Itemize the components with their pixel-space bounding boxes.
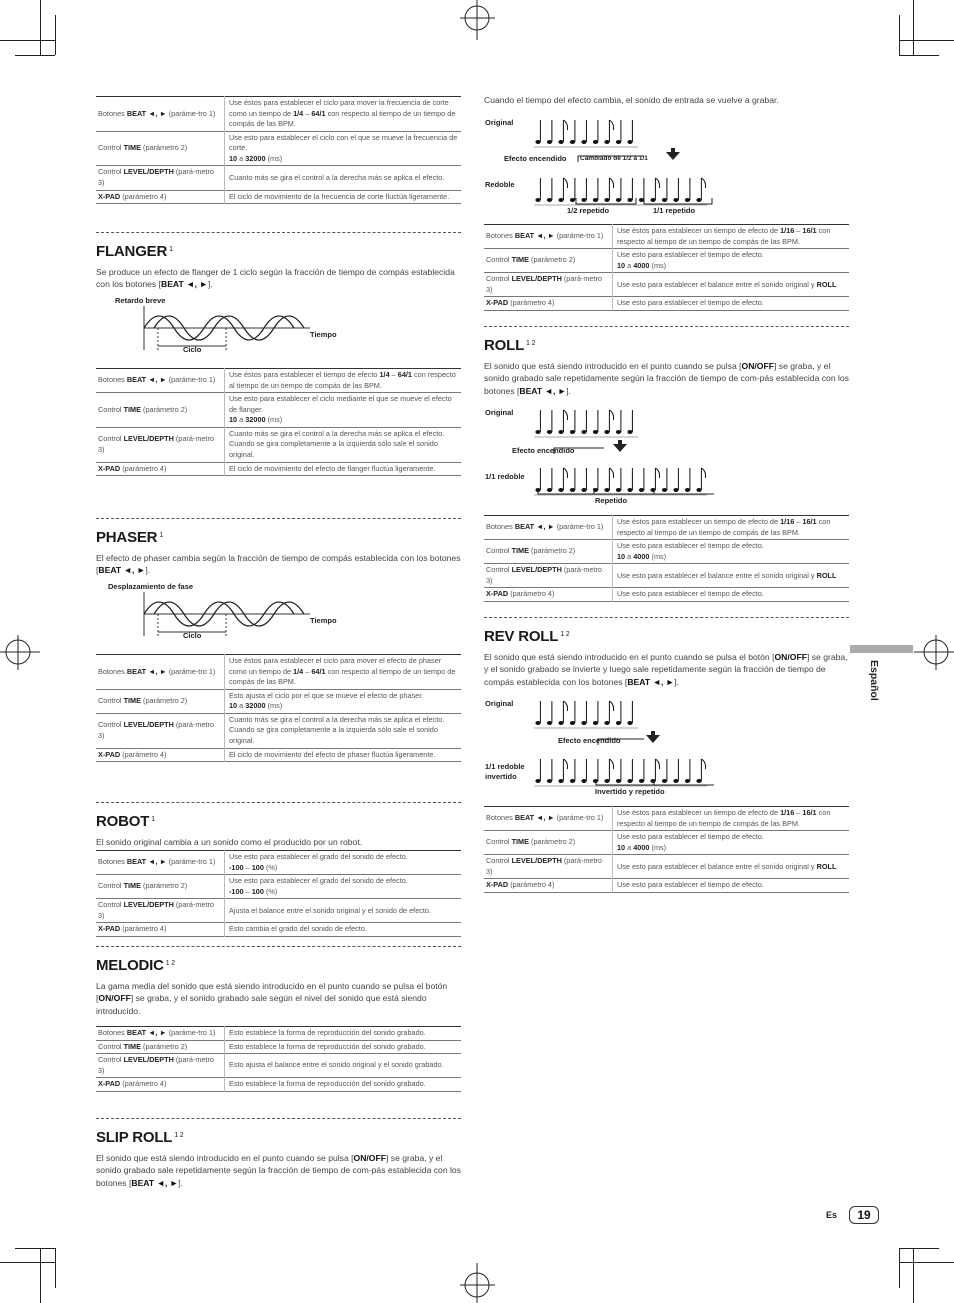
note-icon (547, 701, 552, 725)
section-description: El sonido que está siendo introducido en el punto cuando se pulsa [ON/OFF] se graba, y el sonido grabado sale repetidamente según la fracción de tiempo de com-pás establecida con los botones [BEAT ◄, ►]. (96, 1153, 461, 1188)
note-icon (604, 410, 613, 434)
roll-note-figure: Original Efecto encendido 1/1 redoble Repetido (484, 402, 849, 510)
rev-roll-parameter-table (484, 806, 849, 893)
section-divider (484, 617, 849, 618)
note-icon (627, 120, 632, 144)
section-title: FLANGER $^1$ (96, 243, 173, 260)
melodic-parameter-table (96, 1026, 461, 1092)
melodic-section (96, 946, 461, 1021)
note-icon (581, 410, 586, 434)
table-row: Control TIME (parámetro 2) Use esto para establecer el ciclo mediante el que se mueve el efecto de flanger. 10 a 32000 (ms) (96, 393, 461, 428)
table-row: Botones BEAT ◄, ► (paráme-tro 1) Use éstos para establecer el tiempo de efecto 1/4 – 64/1 con respecto al tiempo de un tiempo de compás de las BPM. (96, 369, 461, 393)
section-divider (96, 946, 461, 947)
rev-roll-note-figure: Original Efecto encendido 1/1 redoble invertido Invertido y repetido (484, 693, 849, 801)
note-icon (535, 701, 540, 725)
section-title: SLIP ROLL $^{1 2}$ (96, 1129, 184, 1146)
robot-section (96, 802, 461, 852)
table-row: Control TIME (parámetro 2) Use esto para establecer el grado del sonido de efecto. -100 – 100 (%) (96, 875, 461, 899)
section-divider (484, 326, 849, 327)
table-row: X-PAD (parámetro 4) Use esto para establecer el tiempo de efecto. (484, 879, 849, 893)
repeat-brackets (534, 198, 714, 208)
table-row: Control LEVEL/DEPTH (pará-metro 3) Cuanto más se gira el control a la derecha más se aplica el efecto. Cuando se gira completamente a la izquierda sólo sale el sonido original. (96, 713, 461, 748)
table-row: Control LEVEL/DEPTH (pará-metro 3) Use esto para establecer el balance entre el sonido original y ROLL (484, 855, 849, 879)
table-row: Control LEVEL/DEPTH (pará-metro 3) Use esto para establecer el balance entre el sonido original y ROLL (484, 564, 849, 588)
section-description: El sonido que está siendo introducido en el punto cuando se pulsa el botón [ON/OFF] se graba, y el sonido grabado se invierte y luego sale repetidamente según la fracción de tiempo de compás establecida con los botones [BEAT ◄, ►]. (484, 652, 848, 687)
section-description: El efecto de phaser cambia según la fracción de tiempo de compás establecida con los botones [BEAT ◄, ►]. (96, 553, 461, 576)
registration-mark-top (455, 0, 500, 40)
table-row: Botones BEAT ◄, ► (paráme-tro 1) Use éstos para establecer un tiempo de efecto de 1/16 – 16/1 con respecto al tiempo de un tiempo de compás de las BPM. (484, 516, 849, 540)
phaser-section (96, 518, 461, 581)
section-description: El sonido original cambia a un sonido como el producido por un robot. (96, 837, 363, 847)
section-title: MELODIC $^{1 2}$ (96, 957, 175, 974)
note-icon (570, 120, 575, 144)
table-row: X-PAD (parámetro 4) Esto establece la forma de reproducción del sonido grabado. (96, 1078, 461, 1092)
language-code: Es (826, 1210, 838, 1220)
note-icon (547, 120, 552, 144)
section-title: PHASER $^1$ (96, 529, 164, 546)
bracket-line (534, 733, 674, 747)
section-description: Se produce un efecto de flanger de 1 ciclo según la fracción de tiempo de compás establecida con los botones [BEAT ◄, ►]. (96, 267, 455, 290)
note-icon (558, 120, 567, 144)
table-row: Control TIME (parámetro 2) Use esto para establecer el tiempo de efecto. 10 a 4000 (ms) (484, 540, 849, 564)
flanger-waveform-figure: Retardo breve Tiempo Ciclo (115, 296, 337, 354)
repeat-brackets (534, 779, 714, 789)
registration-mark-bottom (455, 1263, 500, 1303)
section-divider (96, 518, 461, 519)
slip-roll-parameter-table (484, 224, 849, 311)
section-description: El sonido que está siendo introducido en el punto cuando se pulsa [ON/OFF] se graba, y el sonido grabado sale repetidamente según la fracción de tiempo de com-pás establecida con los botones [BEAT ◄, ►]. (484, 361, 849, 396)
section-divider (96, 232, 461, 233)
section-description: La gama media del sonido que está siendo introducido en el punto cuando se pulsa el botón [ON/OFF] se graba, y el sonido grabado sale según el nivel del sonido que está siendo introducido. (96, 981, 448, 1016)
table-row: X-PAD (parámetro 4) Esto cambia el grado del sonido de efecto. (96, 923, 461, 937)
table-row: Control LEVEL/DEPTH (pará-metro 3) Cuanto más se gira el control a la derecha más se aplica el efecto. (96, 166, 461, 190)
table-row: Botones BEAT ◄, ► (paráme-tro 1) Use éstos para establecer el ciclo para mover la frecuencia de corte como un tiempo de 1/4 – 64/1 con respecto al tiempo de un tiempo de compás de las BPM. (96, 97, 461, 132)
section-title: REV ROLL $^{1 2}$ (484, 628, 570, 645)
note-icon (627, 410, 632, 434)
note-icon (570, 410, 575, 434)
bracket-line (534, 150, 694, 164)
note-icon (581, 701, 586, 725)
original-note-row (534, 693, 644, 729)
table-row: Botones BEAT ◄, ► (paráme-tro 1) Use éstos para establecer el ciclo para mover el efecto de phaser como un tiempo de 1/4 – 64/1 con respecto al tiempo de un tiempo de compás de las BPM. (96, 655, 461, 690)
section-divider (96, 802, 461, 803)
original-note-row (534, 402, 644, 438)
slip-roll-note-figure: Original Efecto encendido Cambiado de 1/2 a 1/1 Redoble 1/2 repetido 1/1 repetido (484, 112, 849, 220)
note-icon (616, 701, 621, 725)
table-row: Botones BEAT ◄, ► (paráme-tro 1) Esto establece la forma de reproducción del sonido grabado. (96, 1027, 461, 1041)
table-row: X-PAD (parámetro 4) El ciclo de movimiento del efecto de flanger fluctúa ligeramente. (96, 462, 461, 476)
note-icon (547, 410, 552, 434)
roll-section (484, 326, 849, 401)
table-row: Botones BEAT ◄, ► (paráme-tro 1) Use esto para establecer el grado del sonido de efecto. -100 – 100 (%) (96, 851, 461, 875)
language-tab-label: Español (868, 660, 880, 701)
table-row: X-PAD (parámetro 4) Use esto para establecer el tiempo de efecto. (484, 297, 849, 311)
flanger-parameter-table (96, 368, 461, 476)
table-row: Control TIME (parámetro 2) Esto establece la forma de reproducción del sonido grabado. (96, 1040, 461, 1054)
slip-roll-intro: Cuando el tiempo del efecto cambia, el sonido de entrada se vuelve a grabar. (484, 95, 779, 105)
table-row: Control TIME (parámetro 2) Use esto para establecer el tiempo de efecto. 10 a 4000 (ms) (484, 249, 849, 273)
note-icon (593, 410, 598, 434)
note-icon (593, 120, 598, 144)
phaser-parameter-table (96, 654, 461, 762)
table-row: X-PAD (parámetro 4) El ciclo de movimiento del efecto de phaser fluctúa ligeramente. (96, 748, 461, 762)
table-row: Control LEVEL/DEPTH (pará-metro 3) Use esto para establecer el balance entre el sonido original y ROLL (484, 273, 849, 297)
table-row: Botones BEAT ◄, ► (paráme-tro 1) Use éstos para establecer un tiempo de efecto de 1/16 – 16/1 con respecto al tiempo de un tiempo de compás de las BPM. (484, 225, 849, 249)
rev-roll-section (484, 617, 849, 692)
note-icon (593, 701, 598, 725)
original-note-row (534, 112, 644, 148)
roll-parameter-table (484, 515, 849, 602)
note-icon (627, 701, 632, 725)
note-icon (535, 120, 540, 144)
phaser-waveform-figure: Desplazamiento de fase Tiempo Ciclo (108, 582, 337, 640)
language-tab-bar (850, 645, 913, 653)
note-icon (558, 410, 567, 434)
table-row: Control LEVEL/DEPTH (pará-metro 3) Cuanto más se gira el control a la derecha más se aplica el efecto. Cuando se gira completamente a la izquierda sólo sale el sonido original. (96, 427, 461, 462)
note-icon (616, 410, 621, 434)
note-icon (581, 120, 586, 144)
table-row: Control LEVEL/DEPTH (pará-metro 3) Esto ajusta el balance entre el sonido original y el sonido grabado. (96, 1054, 461, 1078)
table-row: Botones BEAT ◄, ► (paráme-tro 1) Use éstos para establecer un tiempo de efecto de 1/16 – 16/1 con respecto al tiempo de un tiempo de compás de las BPM. (484, 807, 849, 831)
page-number: 19 (849, 1206, 879, 1224)
filter-parameter-table (96, 96, 461, 204)
registration-mark-left (0, 630, 40, 675)
registration-mark-right (914, 630, 954, 675)
note-icon (604, 120, 613, 144)
table-row: Control LEVEL/DEPTH (pará-metro 3) Ajusta el balance entre el sonido original y el sonido de efecto. (96, 899, 461, 923)
section-divider (96, 1118, 461, 1119)
note-icon (558, 701, 567, 725)
note-icon (535, 410, 540, 434)
slip-roll-section (96, 1118, 461, 1193)
section-title: ROBOT $^1$ (96, 813, 155, 830)
flanger-section (96, 232, 461, 295)
robot-parameter-table (96, 850, 461, 937)
note-icon (616, 120, 621, 144)
table-row: Control TIME (parámetro 2) Use esto para establecer el tiempo de efecto. 10 a 4000 (ms) (484, 831, 849, 855)
bracket-line (534, 442, 654, 456)
table-row: Control TIME (parámetro 2) Esto ajusta el ciclo por el que se mueve el efecto de phaser. 10 a 32000 (ms) (96, 689, 461, 713)
table-row: X-PAD (parámetro 4) Use esto para establecer el tiempo de efecto. (484, 588, 849, 602)
repeat-brackets (534, 488, 714, 498)
section-title: ROLL $^{1 2}$ (484, 337, 536, 354)
table-row: X-PAD (parámetro 4) El ciclo de movimiento de la frecuencia de corte fluctúa ligeramente. (96, 190, 461, 204)
table-row: Control TIME (parámetro 2) Use esto para establecer el ciclo con el que se mueve la frecuencia de corte. 10 a 32000 (ms) (96, 131, 461, 166)
note-icon (604, 701, 613, 725)
note-icon (570, 701, 575, 725)
